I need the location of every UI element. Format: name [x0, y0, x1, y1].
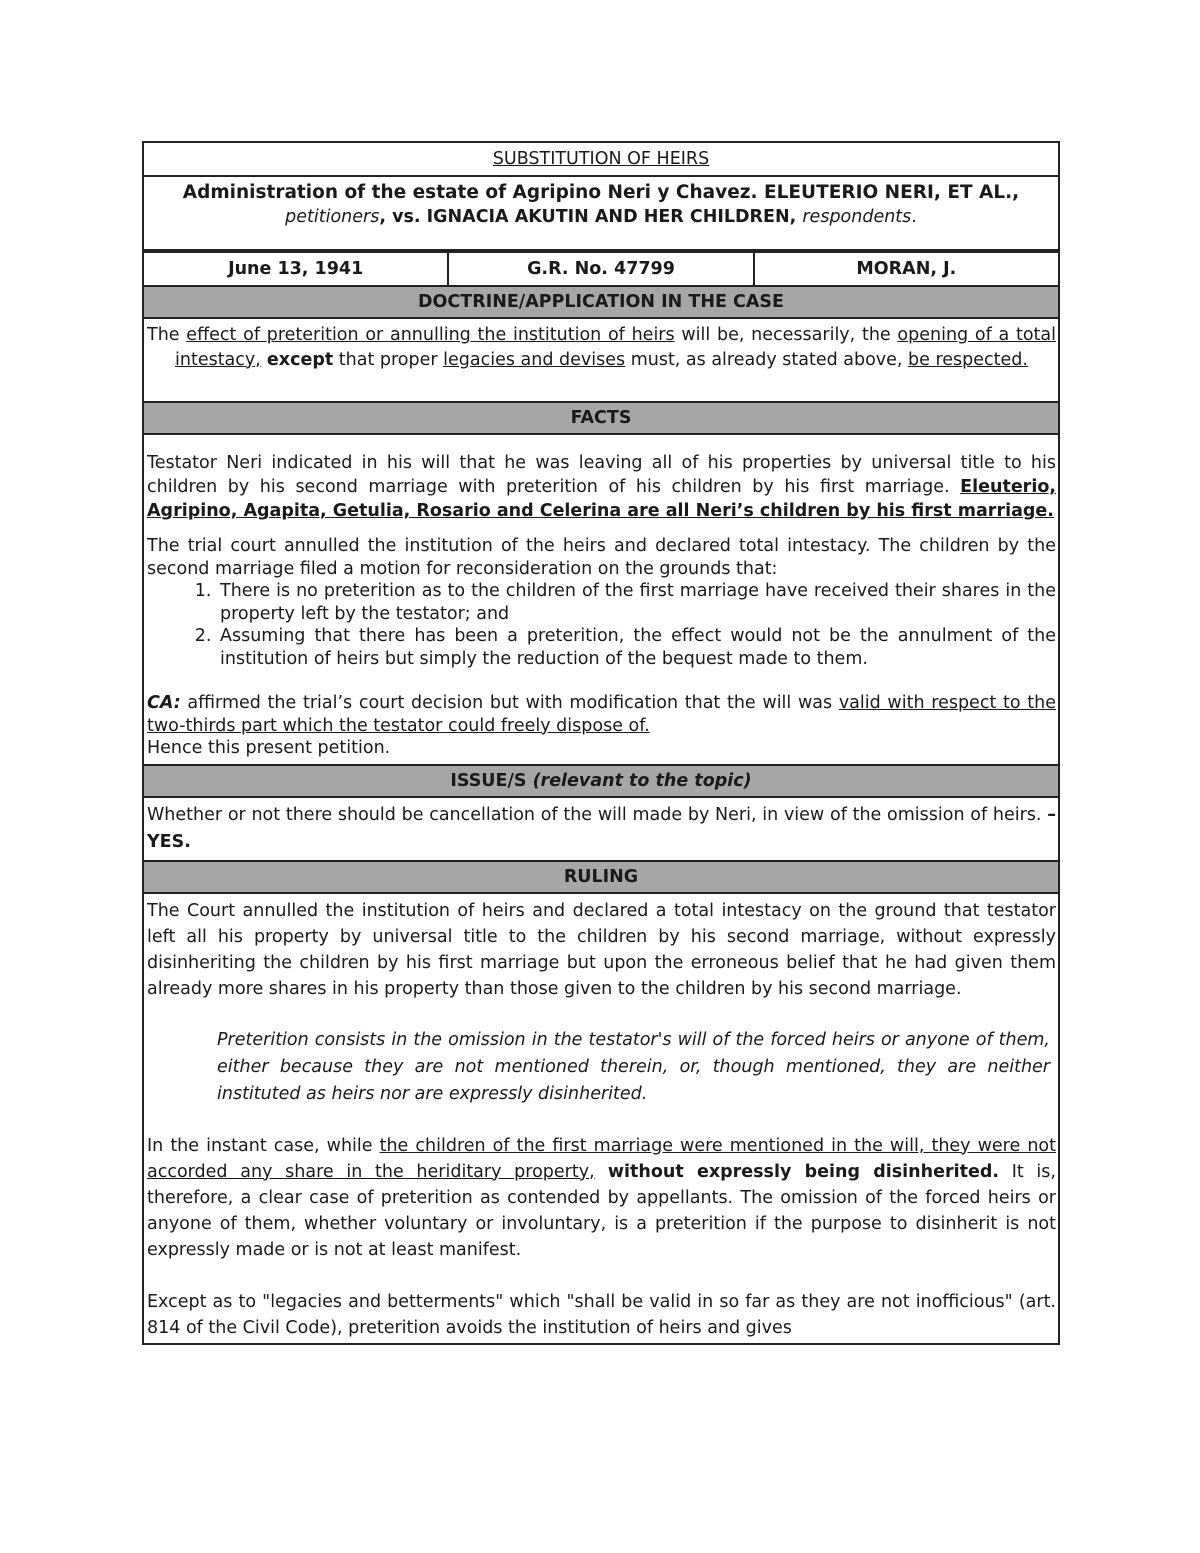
facts-ca — [147, 692, 1056, 737]
meta-row — [144, 253, 1058, 287]
case-digest-table — [142, 141, 1060, 1345]
caption-row — [144, 177, 1058, 251]
issue-body — [144, 798, 1058, 862]
ruling-p3-underline: the children of the first marriage were mentioned in the will, they were not accorded any share in the heriditary property, — [147, 1135, 1056, 1182]
ruling-p3-text: In the instant case, while — [147, 1135, 380, 1156]
ruling-body — [144, 894, 1058, 1343]
caption-respondent-names: , vs. IGNACIA AKUTIN AND HER CHILDREN, — [379, 207, 803, 227]
facts-paragraph-1 — [147, 451, 1056, 523]
doctrine-underline-3: legacies and devises — [443, 349, 626, 370]
doctrine-except: except — [260, 349, 334, 370]
facts-p1-text: Testator Neri indicated in his will that he was leaving all of his properties by universal title to his children by his second marriage with preterition of his children by his first marriage. — [147, 453, 1056, 497]
doctrine-body — [144, 319, 1058, 403]
ruling-paragraph-4: Except as to "legacies and betterments" which "shall be valid in so far as they are not inofficious" (art. 814 of the Civil Code), preterition avoids the institution of heirs and gives — [147, 1291, 1056, 1338]
ca-text: affirmed the trial’s court decision but with modification that the will was — [180, 693, 839, 713]
caption-petitioners: petitioners — [285, 207, 380, 227]
facts-hence: Hence this present petition. — [147, 738, 391, 758]
doctrine-heading: DOCTRINE/APPLICATION IN THE CASE — [144, 287, 1058, 319]
facts-p1-bold: Eleuterio, Agripino, Agapita, Getulia, Rosario and Celerina are all Neri’s children by his first marriage. — [147, 477, 1056, 521]
facts-heading: FACTS — [144, 403, 1058, 435]
caption-line-1: Administration of the estate of Agripino Neri y Chavez. ELEUTERIO NERI, ET AL., — [182, 182, 1020, 203]
doctrine-text-1: The — [147, 325, 187, 345]
caption-period: . — [911, 207, 917, 227]
list-item: 1. There is no preterition as to the children of the first marriage have received their shares in the property left by the testator; and — [217, 580, 1056, 625]
doctrine-underline-1: effect of preterition or annulling the institution of heirs — [186, 325, 675, 345]
doctrine-text-2: will be, necessarily, the — [674, 325, 898, 345]
doctrine-underline-4: be respected. — [908, 349, 1028, 370]
ca-label: CA: — [147, 693, 181, 713]
issue-heading — [144, 766, 1058, 798]
ruling-p3-bold: without expressly being disinherited. — [594, 1161, 999, 1182]
doctrine-underline-2: opening of a total intestacy, — [175, 325, 1056, 370]
case-gr-number: G.R. No. 47799 — [449, 253, 754, 285]
ca-underline: valid with respect to the two-thirds part which the testator could freely dispose of. — [147, 693, 1056, 736]
facts-paragraph-2: The trial court annulled the institution of the heirs and declared total intestacy. The children by the second marriage filed a motion for reconsideration on the grounds that: — [147, 536, 1056, 579]
ruling-paragraph-1: The Court annulled the institution of heirs and declared a total intestacy on the ground that testator left all his property by universal title to the children by his second marriage, without expressly disinheriting the children by his first marriage but upon the erroneous belief that he had given them already more shares in his property than those given to the children by his second marriage. — [147, 900, 1056, 999]
case-date: June 13, 1941 — [144, 253, 449, 285]
title-row — [144, 143, 1058, 177]
ruling-paragraph-3 — [147, 1133, 1056, 1263]
facts-body — [144, 435, 1058, 766]
case-ponente: MORAN, J. — [856, 259, 957, 279]
list-item: 2. Assuming that there has been a preterition, the effect would not be the annulment of the institution of heirs but simply the reduction of the bequest made to them. — [217, 625, 1056, 670]
digest-title: SUBSTITUTION OF HEIRS — [492, 149, 710, 169]
doctrine-text-3: that proper — [333, 349, 444, 370]
caption-line-2 — [144, 205, 1058, 230]
issue-heading-note: (relevant to the topic) — [532, 770, 752, 791]
ruling-quote: Preterition consists in the omission in the testator's will of the forced heirs or anyone of them, either because they are not mentioned therein, or, though mentioned, they are neither instituted as heirs nor are expressly disinherited. — [217, 1029, 1050, 1104]
issue-answer: – YES. — [147, 804, 1056, 852]
caption-respondents: respondents — [802, 207, 912, 227]
ruling-heading: RULING — [144, 862, 1058, 894]
issue-heading-text: ISSUE/S — [450, 770, 527, 791]
facts-grounds-list — [147, 580, 1056, 670]
doctrine-text-4: must, as already stated above, — [625, 349, 909, 370]
issue-text: Whether or not there should be cancellation of the will made by Neri, in view of the omission of heirs. — [147, 804, 1048, 825]
ruling-p3-text-2: It is, therefore, a clear case of preterition as contended by appellants. The omission of the forced heirs or anyone of them, whether voluntary or involuntary, is a preterition if the purpose to disinherit is not expressly made or is not at least manifest. — [147, 1161, 1056, 1260]
